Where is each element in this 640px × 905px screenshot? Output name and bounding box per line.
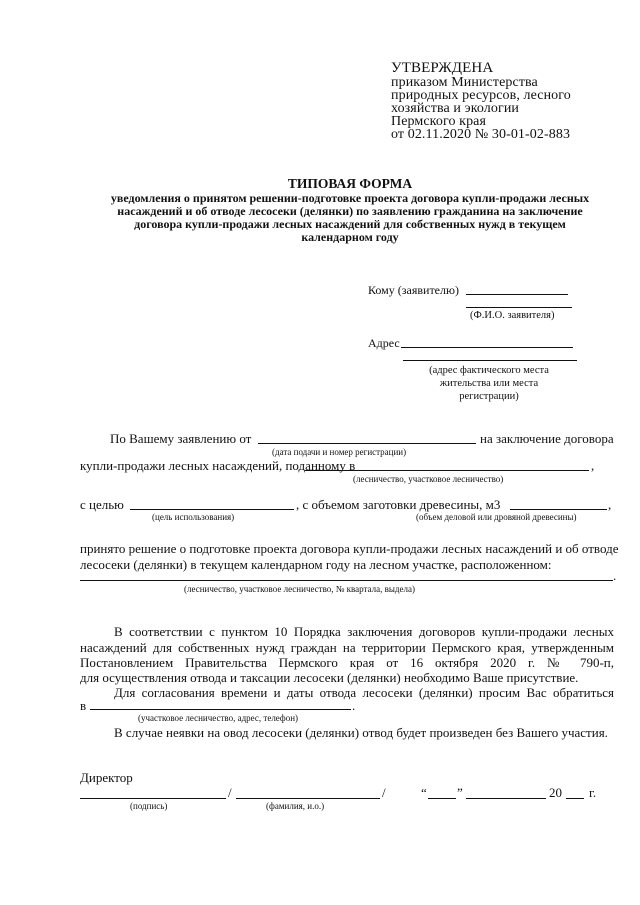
approval-title: УТВЕРЖДЕНА <box>391 60 494 76</box>
forestry-field[interactable] <box>305 470 589 471</box>
paragraph-line: для осуществления отвода и таксации лесосеки (делянки) необходимо Ваше присутствие. <box>80 670 579 685</box>
purpose-field[interactable] <box>130 509 294 510</box>
period: . <box>352 698 356 713</box>
year-field[interactable] <box>566 798 584 799</box>
volume-field[interactable] <box>510 509 607 510</box>
form-subtitle-line: уведомления о принятом решении-подготовке проекта договора купли-продажи лесных <box>110 191 590 205</box>
address-caption <box>403 364 575 403</box>
year-prefix: 20 <box>549 785 562 800</box>
statement-end: на заключение договора <box>480 431 614 446</box>
approval-order-number: от 02.11.2020 № 30-01-02-883 <box>391 127 571 142</box>
day-field[interactable] <box>428 798 456 799</box>
paragraph-line: В соответствии с пунктом 10 Порядка заключения договоров купли-продажи лесных <box>114 624 614 639</box>
fio-caption: (Ф.И.О. заявителя) <box>470 310 555 321</box>
volume-label: , с объемом заготовки древесины, м3 <box>296 497 501 512</box>
location-caption: (лесничество, участковое лесничество, № квартала, выдела) <box>184 584 415 594</box>
quote-close: ” <box>457 785 463 800</box>
month-field[interactable] <box>466 798 546 799</box>
approval-line: Пермского края <box>391 114 487 129</box>
purpose-label: с целью <box>80 497 124 512</box>
approval-line: природных ресурсов, лесного <box>391 88 571 103</box>
purpose-caption: (цель использования) <box>152 512 235 522</box>
contact-field[interactable] <box>90 709 351 710</box>
period: . <box>613 568 617 583</box>
recipient-name-field-2[interactable] <box>466 307 572 308</box>
name-caption: (фамилия, и.о.) <box>266 801 325 811</box>
volume-caption: (объем деловой или дровяной древесины) <box>416 512 577 522</box>
address-caption-line: (адрес фактического места <box>429 365 549 376</box>
director-label: Директор <box>80 770 133 785</box>
slash: / <box>228 785 232 800</box>
statement-start: По Вашему заявлению от <box>110 431 252 446</box>
location-field[interactable] <box>80 580 613 581</box>
address-label: Адрес <box>368 336 400 350</box>
sign-caption: (подпись) <box>130 801 168 811</box>
form-subtitle-line: договора купли-продажи лесных насаждений для собственных нужд в текущем <box>134 217 566 231</box>
contact-request: Для согласования времени и даты отвода лесосеки (делянки) просим Вас обратиться <box>114 685 614 700</box>
address-field[interactable] <box>401 347 573 348</box>
form-title: ТИПОВАЯ ФОРМА <box>287 176 413 191</box>
approval-line: приказом Министерства <box>391 75 538 90</box>
paragraph-line: Постановлением Правительства Пермского края от 16 октября 2020 г. № 790-п, <box>80 655 614 670</box>
comma: , <box>591 458 595 473</box>
address-caption-line: жительства или места <box>439 378 539 389</box>
form-subtitle-line: календарном году <box>301 230 399 244</box>
contact-caption: (участковое лесничество, адрес, телефон) <box>138 713 299 723</box>
name-field[interactable] <box>236 798 380 799</box>
paragraph-line: насаждений для собственных нужд граждан на территории Пермского края, утвержденным <box>80 640 614 655</box>
address-caption-line: регистрации) <box>459 391 519 402</box>
sold-to-caption: (лесничество, участковое лесничество) <box>353 474 504 484</box>
contact-prefix: в <box>80 698 87 713</box>
year-suffix: г. <box>589 785 597 800</box>
sold-to-label: купли-продажи лесных насаждений, поданному в <box>80 458 356 473</box>
absence-notice: В случае неявки на овод лесосеки (делянки) отвод будет произведен без Вашего участия. <box>114 725 608 740</box>
to-label: Кому (заявителю) <box>368 283 459 297</box>
decision-line: принято решение о подготовке проекта договора купли-продажи лесных насаждений и об отводе <box>80 541 619 556</box>
approval-line: хозяйства и экологии <box>391 101 520 116</box>
comma: , <box>608 497 612 512</box>
signature-field[interactable] <box>80 798 226 799</box>
decision-line: лесосеки (делянки) в текущем календарном году на лесном участке, расположенном: <box>80 557 552 572</box>
statement-caption: (дата подачи и номер регистрации) <box>272 447 407 457</box>
quote-open: “ <box>421 785 427 800</box>
application-date-field[interactable] <box>258 443 476 444</box>
slash: / <box>382 785 386 800</box>
form-subtitle-line: насаждений и об отводе лесосеки (делянки) по заявлению гражданина на заключение <box>117 204 583 218</box>
recipient-name-field[interactable] <box>466 294 568 295</box>
address-field-2[interactable] <box>403 360 577 361</box>
